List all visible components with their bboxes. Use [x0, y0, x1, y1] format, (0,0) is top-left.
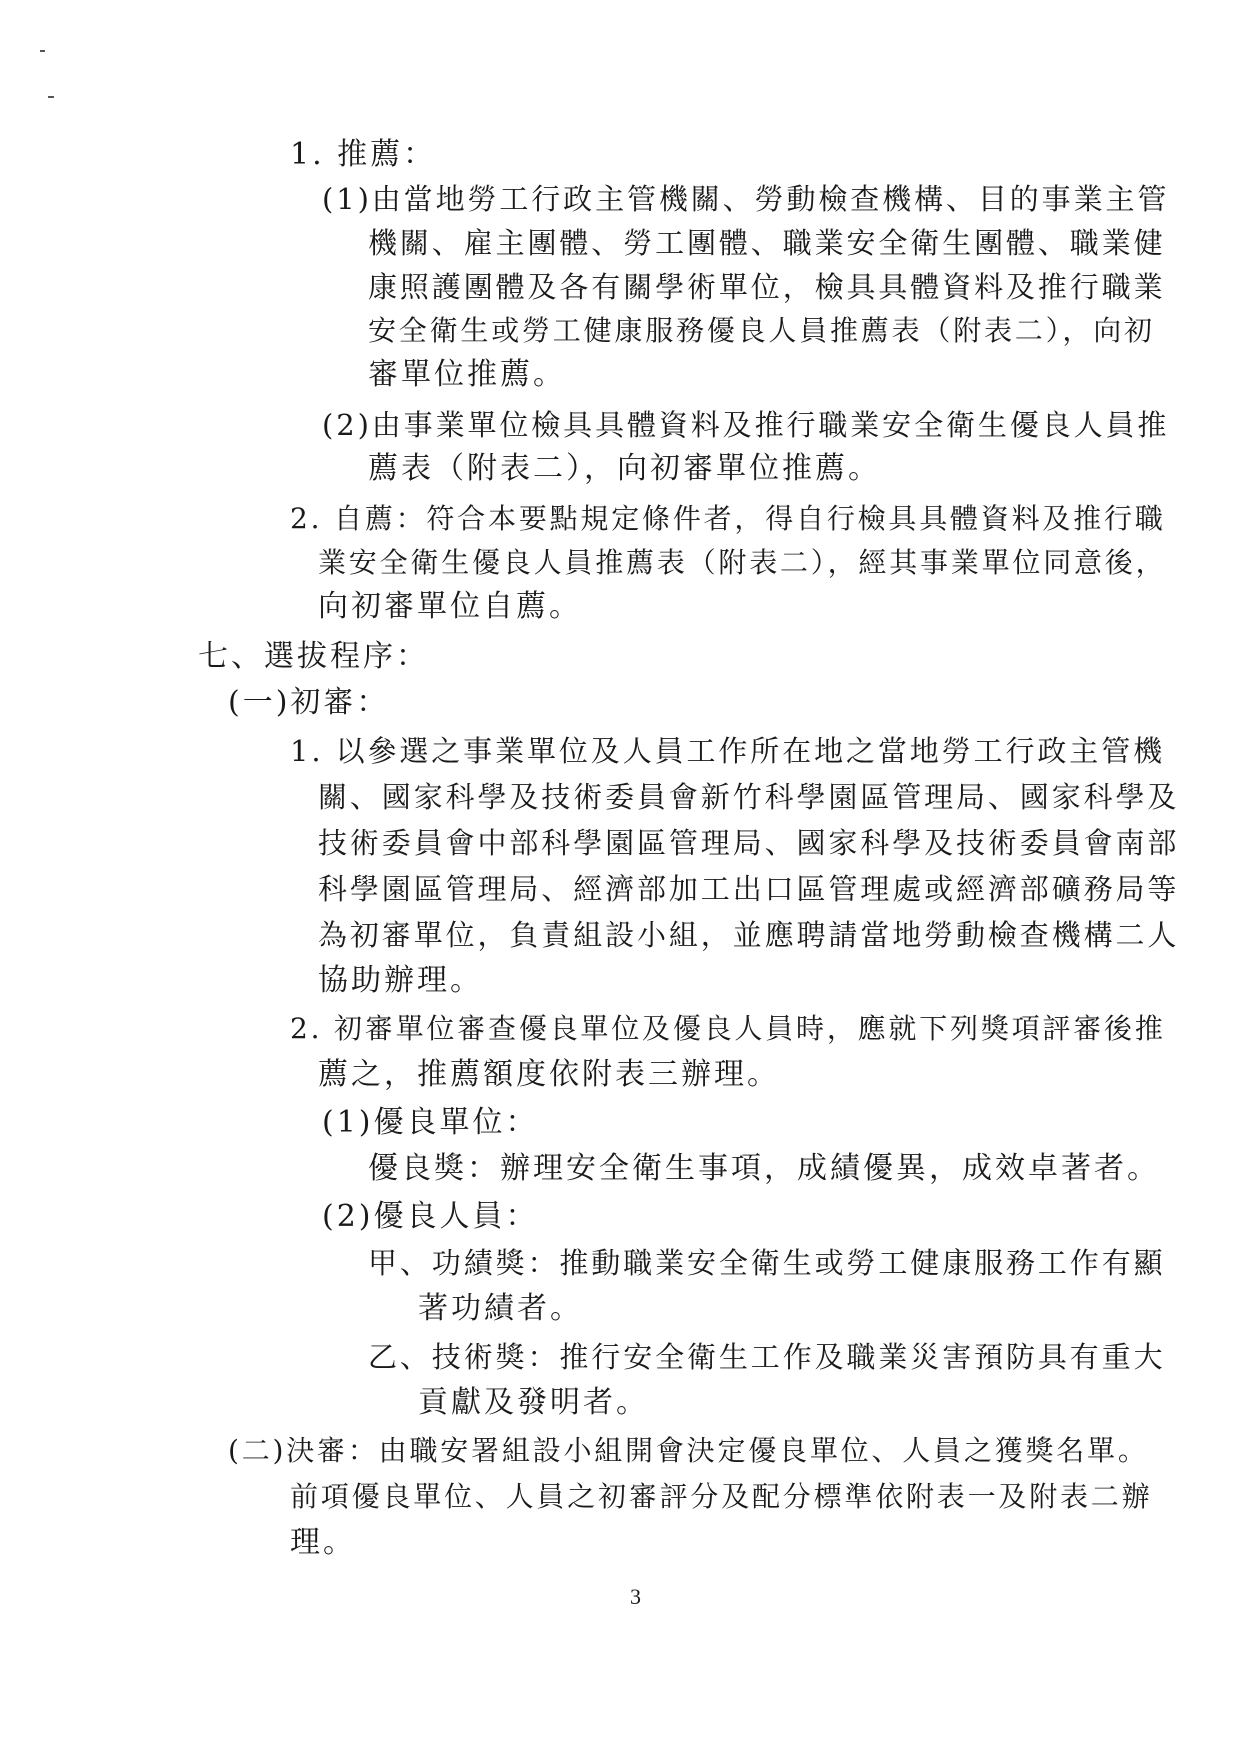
line-11: 向初審單位自薦。	[318, 589, 582, 624]
scan-speck	[48, 96, 54, 98]
line-14: 1. 以參選之事業單位及人員工作所在地之當地勞工行政主管機	[290, 734, 1165, 768]
line-5: 安全衛生或勞工健康服務優良人員推薦表（附表二），向初	[368, 314, 1155, 347]
line-16: 技術委員會中部科學園區管理局、國家科學及技術委員會南部	[318, 826, 1180, 860]
line-19: 協助辦理。	[318, 963, 483, 998]
subsection-heading: (一)初審：	[228, 685, 390, 720]
line-30: 前項優良單位、人員之初審評分及配分標準依附表一及附表二辦	[290, 1480, 1153, 1513]
line-27: 乙、技術獎：推行安全衛生工作及職業災害預防具有重大	[368, 1340, 1166, 1374]
scan-speck	[40, 50, 45, 52]
line-20: 2. 初審單位審查優良單位及優良人員時，應就下列獎項評審後推	[290, 1012, 1166, 1045]
line-23: 優良獎：辦理安全衛生事項，成績優異，成效卓著者。	[368, 1151, 1160, 1186]
line-15: 關、國家科學及技術委員會新竹科學園區管理局、國家科學及	[318, 780, 1180, 814]
line-10: 業安全衛生優良人員推薦表（附表二），經其事業單位同意後，	[318, 546, 1167, 579]
line-18: 為初審單位，負責組設小組，並應聘請當地勞動檢查機構二人	[318, 918, 1180, 952]
line-29: (二)決審：由職安署組設小組開會決定優良單位、人員之獲獎名單。	[228, 1434, 1149, 1467]
line-25: 甲、功績獎：推動職業安全衛生或勞工健康服務工作有顯	[368, 1246, 1166, 1280]
line-22: (1)優良單位：	[322, 1105, 539, 1140]
line-1: 1. 推薦：	[290, 137, 437, 172]
line-4: 康照護團體及各有關學術單位，檢具具體資料及推行職業	[368, 270, 1166, 304]
line-8: 薦表（附表二），向初審單位推薦。	[368, 451, 881, 486]
line-7: (2)由事業單位檢具具體資料及推行職業安全衛生優良人員推	[322, 408, 1170, 442]
line-28: 貢獻及發明者。	[418, 1385, 649, 1420]
line-9: 2. 自薦：符合本要點規定條件者，得自行檢具具體資料及推行職	[290, 502, 1166, 535]
line-31: 理。	[290, 1525, 356, 1560]
line-21: 薦之，推薦額度依附表三辦理。	[318, 1057, 780, 1092]
line-6: 審單位推薦。	[368, 357, 566, 392]
line-26: 著功績者。	[418, 1291, 583, 1326]
line-3: 機關、雇主團體、勞工團體、職業安全衛生團體、職業健	[368, 226, 1166, 260]
line-2: (1)由當地勞工行政主管機關、勞動檢查機構、目的事業主管	[322, 182, 1170, 216]
page-number: 3	[630, 1584, 641, 1609]
line-17: 科學園區管理局、經濟部加工出口區管理處或經濟部礦務局等	[318, 872, 1180, 906]
section-heading: 七、選拔程序：	[198, 639, 429, 674]
line-24: (2)優良人員：	[322, 1199, 539, 1234]
